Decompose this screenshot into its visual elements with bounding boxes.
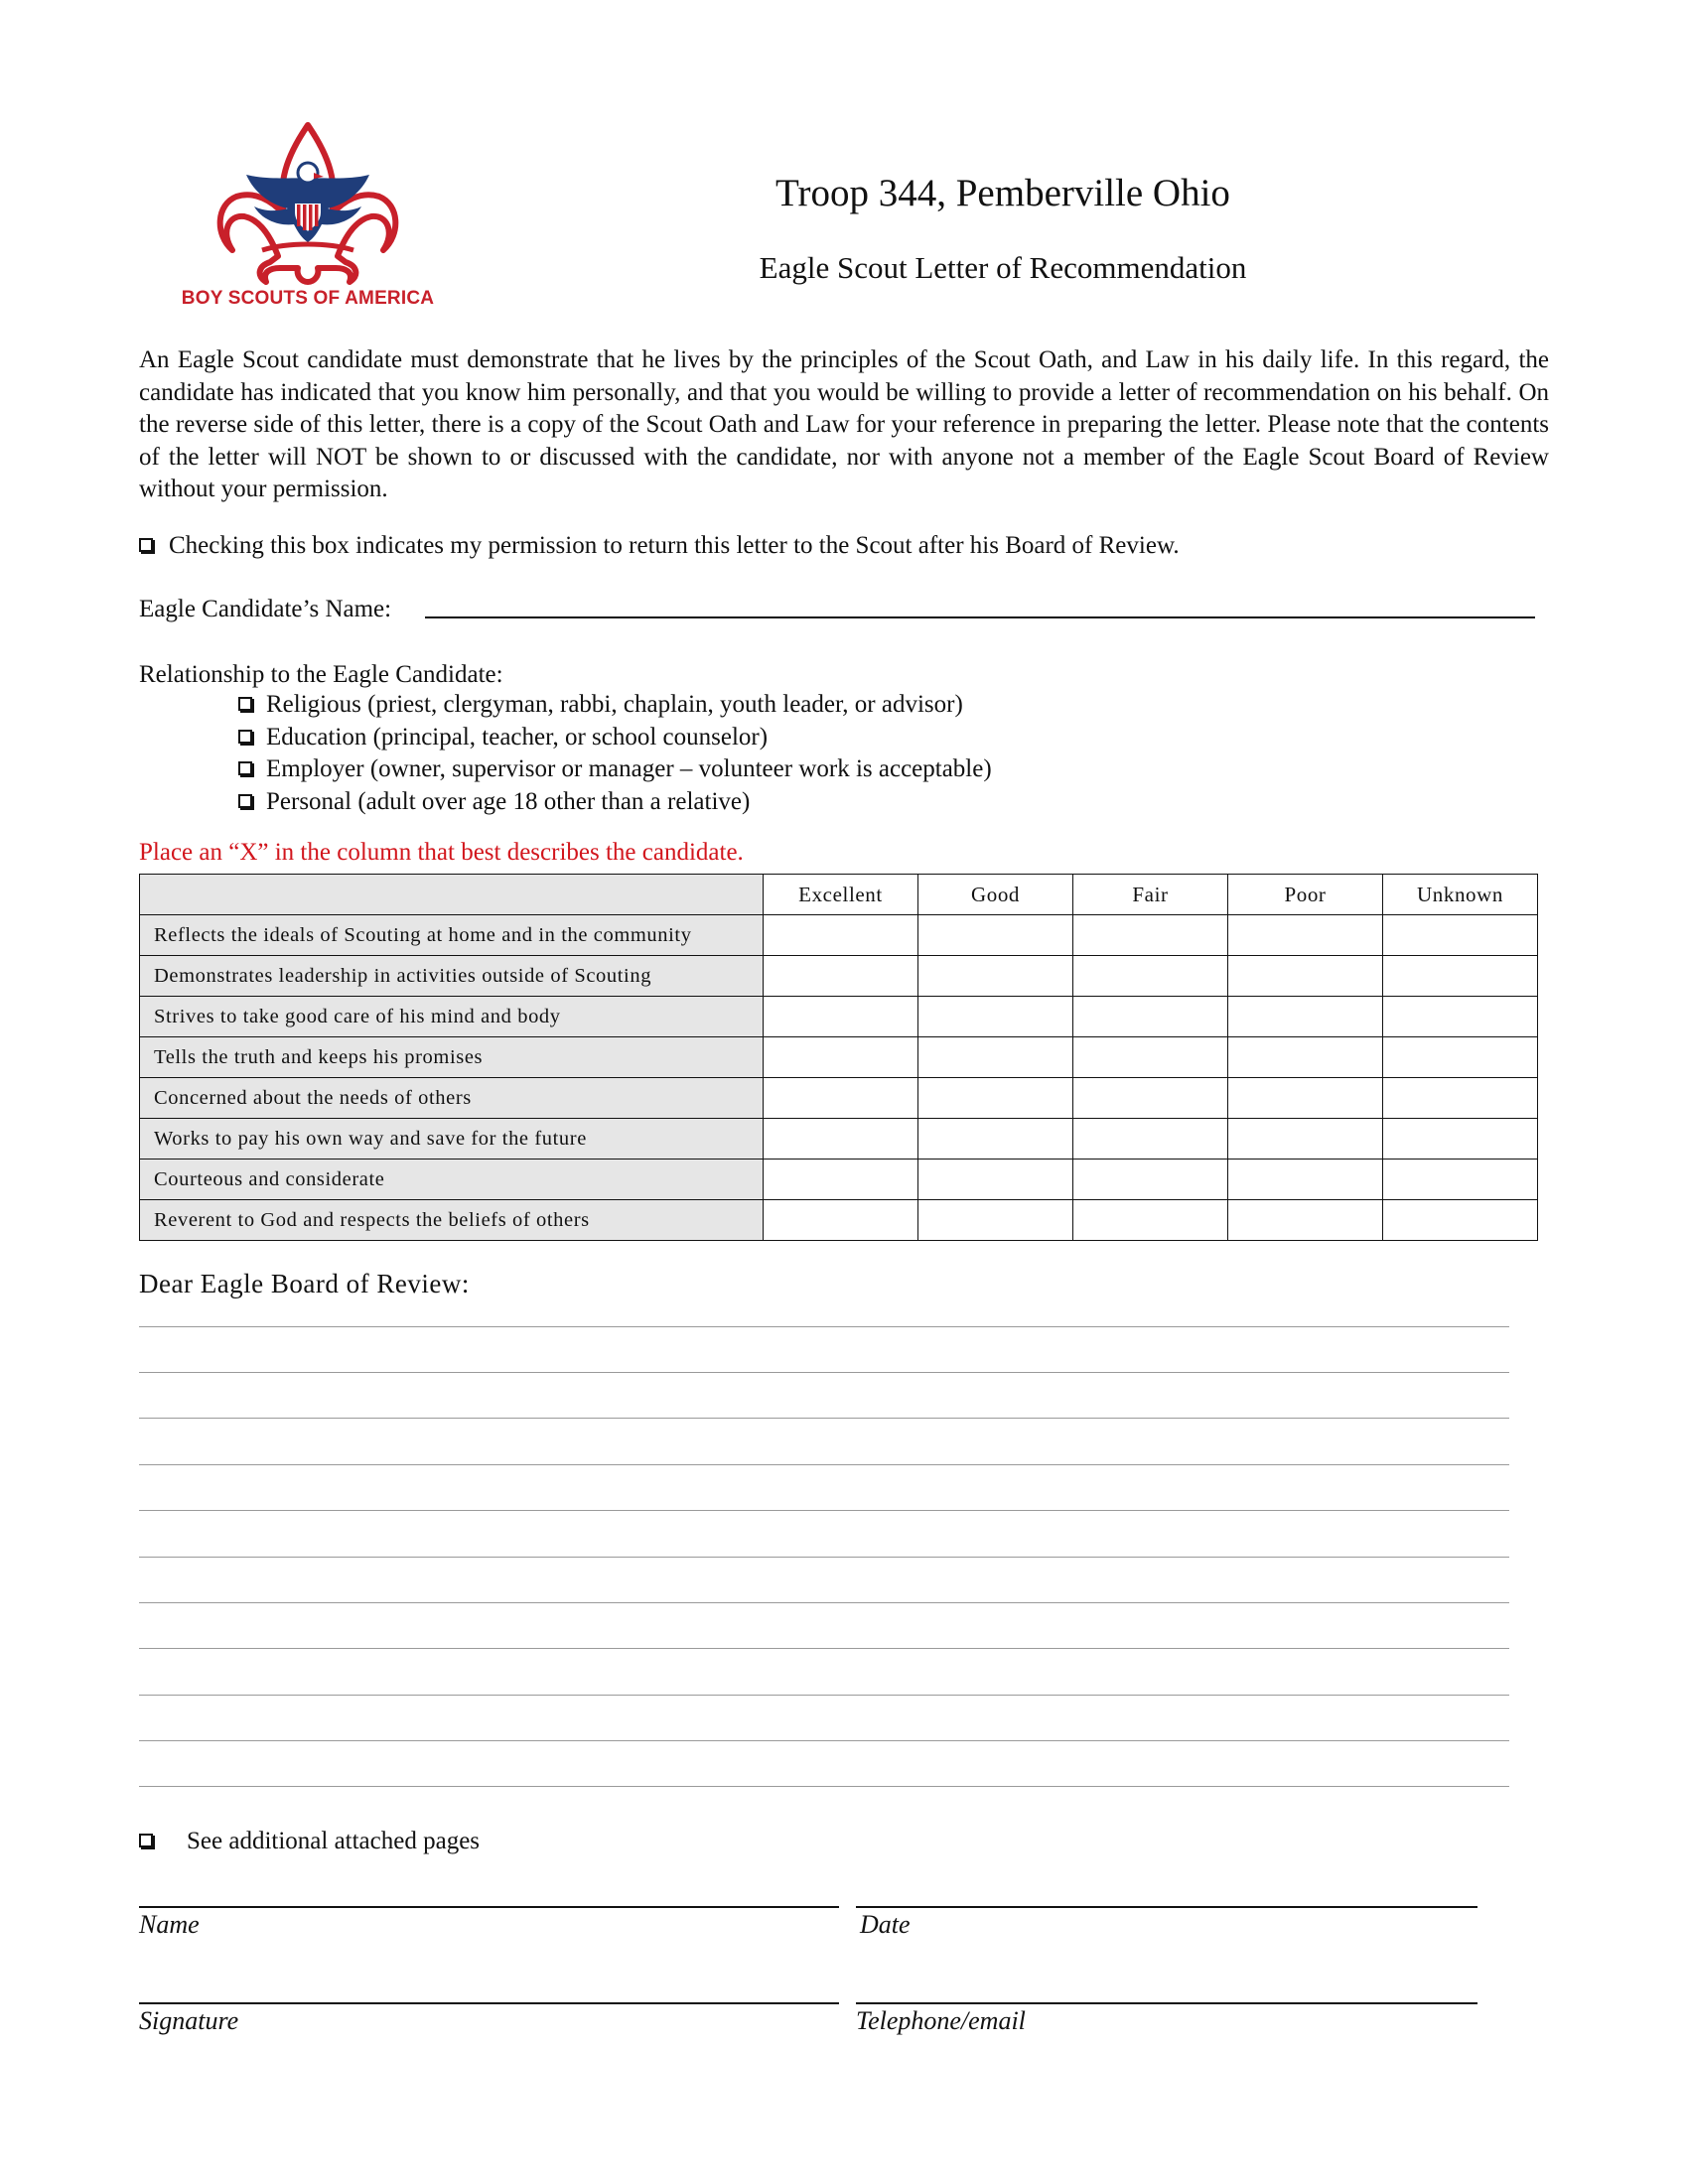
letter-line[interactable] xyxy=(139,1510,1509,1511)
rating-row xyxy=(140,1037,1538,1078)
rating-cell-fair[interactable] xyxy=(1073,997,1228,1037)
personal-checkbox[interactable] xyxy=(238,794,252,808)
rating-cell-excellent[interactable] xyxy=(764,956,918,997)
column-header-poor: Poor xyxy=(1228,875,1383,915)
rating-header-corner xyxy=(140,875,764,915)
rating-cell-excellent[interactable] xyxy=(764,1037,918,1078)
rating-instruction: Place an “X” in the column that best describes the candidate. xyxy=(139,839,744,866)
rating-cell-excellent[interactable] xyxy=(764,1160,918,1200)
rating-cell-fair[interactable] xyxy=(1073,1160,1228,1200)
candidate-name-field[interactable] xyxy=(425,616,1535,618)
letter-line[interactable] xyxy=(139,1695,1509,1696)
rating-cell-good[interactable] xyxy=(918,956,1073,997)
rating-row xyxy=(140,1078,1538,1119)
page-title: Troop 344, Pemberville Ohio xyxy=(775,172,1230,214)
rating-cell-fair[interactable] xyxy=(1073,1119,1228,1160)
rating-row-label: Strives to take good care of his mind and body xyxy=(140,997,764,1037)
letter-salutation: Dear Eagle Board of Review: xyxy=(139,1269,470,1298)
letter-line[interactable] xyxy=(139,1557,1509,1558)
letter-line[interactable] xyxy=(139,1648,1509,1649)
rating-row-label: Courteous and considerate xyxy=(140,1160,764,1200)
rating-row xyxy=(140,1200,1538,1241)
rating-cell-poor[interactable] xyxy=(1228,1160,1383,1200)
rating-cell-fair[interactable] xyxy=(1073,1078,1228,1119)
rating-cell-unknown[interactable] xyxy=(1383,997,1538,1037)
column-header-excellent: Excellent xyxy=(764,875,918,915)
rating-cell-unknown[interactable] xyxy=(1383,1160,1538,1200)
date-field[interactable] xyxy=(856,1906,1477,1908)
column-header-good: Good xyxy=(918,875,1073,915)
bsa-logo xyxy=(159,117,457,316)
letter-line[interactable] xyxy=(139,1326,1509,1327)
letter-line[interactable] xyxy=(139,1602,1509,1603)
rating-cell-poor[interactable] xyxy=(1228,956,1383,997)
name-label: Name xyxy=(139,1910,200,1939)
rating-cell-poor[interactable] xyxy=(1228,1200,1383,1241)
relationship-heading: Relationship to the Eagle Candidate: xyxy=(139,661,503,688)
education-checkbox[interactable] xyxy=(238,730,252,744)
signature-field[interactable] xyxy=(139,2002,839,2004)
rating-cell-good[interactable] xyxy=(918,1119,1073,1160)
rating-cell-good[interactable] xyxy=(918,1200,1073,1241)
name-field[interactable] xyxy=(139,1906,839,1908)
rating-cell-poor[interactable] xyxy=(1228,1119,1383,1160)
column-header-fair: Fair xyxy=(1073,875,1228,915)
rating-cell-unknown[interactable] xyxy=(1383,1200,1538,1241)
rating-cell-unknown[interactable] xyxy=(1383,1119,1538,1160)
option-label: Employer (owner, supervisor or manager – volunteer work is acceptable) xyxy=(266,755,992,782)
option-label: Religious (priest, clergyman, rabbi, chaplain, youth leader, or advisor) xyxy=(266,691,963,718)
permission-row xyxy=(139,530,1180,562)
signature-label: Signature xyxy=(139,2006,239,2035)
rating-row xyxy=(140,1119,1538,1160)
attached-pages-checkbox[interactable] xyxy=(139,1834,153,1847)
rating-cell-excellent[interactable] xyxy=(764,1200,918,1241)
rating-row-label: Concerned about the needs of others xyxy=(140,1078,764,1119)
permission-checkbox[interactable] xyxy=(139,538,153,552)
column-header-unknown: Unknown xyxy=(1383,875,1538,915)
letter-line[interactable] xyxy=(139,1418,1509,1419)
letter-line[interactable] xyxy=(139,1740,1509,1741)
rating-cell-good[interactable] xyxy=(918,1160,1073,1200)
rating-cell-good[interactable] xyxy=(918,1078,1073,1119)
relationship-option-employer[interactable] xyxy=(238,753,992,786)
rating-cell-poor[interactable] xyxy=(1228,1078,1383,1119)
rating-cell-excellent[interactable] xyxy=(764,915,918,956)
attached-pages-label: See additional attached pages xyxy=(187,1828,481,1854)
rating-row xyxy=(140,915,1538,956)
rating-cell-fair[interactable] xyxy=(1073,956,1228,997)
telephone-email-label: Telephone/email xyxy=(856,2006,1026,2035)
relationship-option-personal[interactable] xyxy=(238,786,992,819)
relationship-option-religious[interactable] xyxy=(238,689,992,722)
rating-row-label: Reverent to God and respects the beliefs of others xyxy=(140,1200,764,1241)
rating-cell-excellent[interactable] xyxy=(764,1119,918,1160)
page-subtitle: Eagle Scout Letter of Recommendation xyxy=(759,250,1247,285)
rating-cell-fair[interactable] xyxy=(1073,1037,1228,1078)
rating-table xyxy=(139,874,1538,1241)
rating-cell-unknown[interactable] xyxy=(1383,956,1538,997)
rating-cell-good[interactable] xyxy=(918,997,1073,1037)
bsa-logo-text: BOY SCOUTS OF AMERICA xyxy=(181,288,435,309)
rating-cell-unknown[interactable] xyxy=(1383,1037,1538,1078)
rating-row-label: Reflects the ideals of Scouting at home and in the community xyxy=(140,915,764,956)
date-label: Date xyxy=(860,1910,911,1939)
permission-label: Checking this box indicates my permission to return this letter to the Scout after his Board of Review. xyxy=(169,532,1180,559)
rating-cell-excellent[interactable] xyxy=(764,1078,918,1119)
rating-cell-excellent[interactable] xyxy=(764,997,918,1037)
attached-pages-row xyxy=(139,1828,480,1855)
option-label: Education (principal, teacher, or school counselor) xyxy=(266,723,769,751)
religious-checkbox[interactable] xyxy=(238,697,252,711)
letter-line[interactable] xyxy=(139,1372,1509,1373)
letter-line[interactable] xyxy=(139,1464,1509,1465)
rating-cell-good[interactable] xyxy=(918,915,1073,956)
rating-cell-poor[interactable] xyxy=(1228,915,1383,956)
rating-cell-good[interactable] xyxy=(918,1037,1073,1078)
candidate-name-label: Eagle Candidate’s Name: xyxy=(139,596,392,622)
employer-checkbox[interactable] xyxy=(238,761,252,775)
rating-row-label: Tells the truth and keeps his promises xyxy=(140,1037,764,1078)
letter-line[interactable] xyxy=(139,1786,1509,1787)
rating-row xyxy=(140,956,1538,997)
rating-cell-unknown[interactable] xyxy=(1383,1078,1538,1119)
rating-cell-fair[interactable] xyxy=(1073,1200,1228,1241)
relationship-option-education[interactable] xyxy=(238,722,992,754)
rating-cell-poor[interactable] xyxy=(1228,1037,1383,1078)
rating-cell-unknown[interactable] xyxy=(1383,915,1538,956)
rating-row xyxy=(140,1160,1538,1200)
rating-row-label: Demonstrates leadership in activities outside of Scouting xyxy=(140,956,764,997)
intro-paragraph: An Eagle Scout candidate must demonstrate that he lives by the principles of the Scout Oath, and Law in his daily life. In this regard, the candidate has indicated that you know him personally, and that you would be willing to provide a letter of recommendation on his behalf. On the reverse side of this letter, there is a copy of the Scout Oath and Law for your reference in preparing the letter. Please note that the contents of the letter will NOT be shown to or discussed with the candidate, nor with anyone not a member of the Eagle Scout Board of Review without your permission. xyxy=(139,346,1549,502)
rating-cell-fair[interactable] xyxy=(1073,915,1228,956)
rating-body xyxy=(140,915,1538,1241)
option-label: Personal (adult over age 18 other than a relative) xyxy=(266,787,751,815)
fleur-de-lis-icon xyxy=(159,117,457,286)
rating-row-label: Works to pay his own way and save for the future xyxy=(140,1119,764,1160)
telephone-email-field[interactable] xyxy=(856,2002,1477,2004)
rating-header-row xyxy=(140,875,1538,915)
relationship-options xyxy=(238,689,992,818)
rating-cell-poor[interactable] xyxy=(1228,997,1383,1037)
rating-row xyxy=(140,997,1538,1037)
